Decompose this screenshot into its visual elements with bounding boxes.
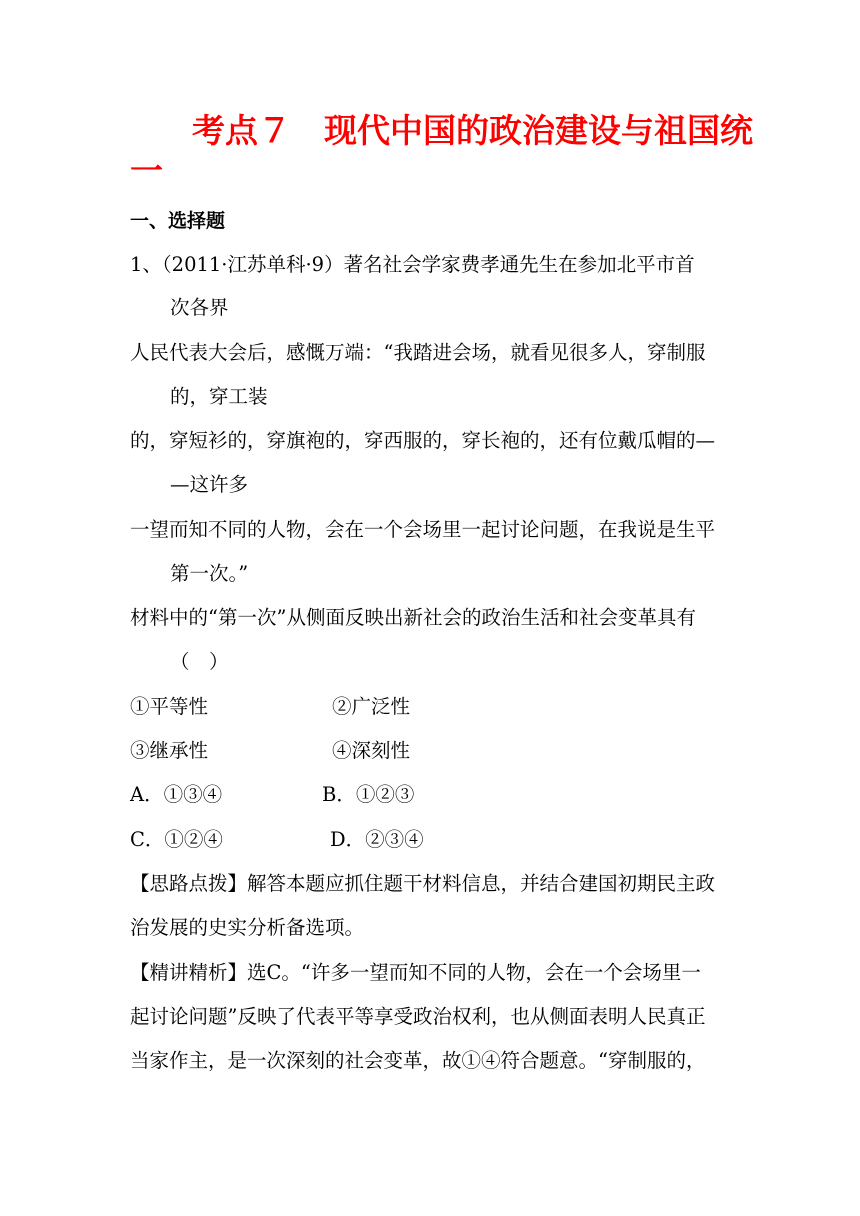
question-line: 一望而知不同的人物，会在一个会场里一起讨论问题，在我说是生平	[130, 518, 716, 541]
question-line: 人民代表大会后，感慨万端：“我踏进会场，就看见很多人，穿制服	[130, 341, 706, 364]
answer-blank: （ ）	[170, 650, 229, 673]
statement-3: ③继承性	[130, 739, 209, 762]
question-line: 的，穿短衫的，穿旗袍的，穿西服的，穿长袍的，还有位戴瓜帽的—	[130, 429, 716, 452]
explanation-line: 当家作主，是一次深刻的社会变革，故①④符合题意。“穿制服的，	[130, 1049, 706, 1072]
question-line: 第一次。”	[170, 562, 249, 585]
explanation-line: 【精讲精析】选C。“许多一望而知不同的人物，会在一个会场里一	[130, 961, 701, 984]
option-b: B．①②③	[322, 783, 415, 806]
analysis-line: 【思路点拨】解答本题应抓住题干材料信息，并结合建国初期民主政	[130, 872, 716, 895]
explanation-line: 起讨论问题”反映了代表平等享受政治权利，也从侧面表明人民真正	[130, 1005, 706, 1028]
option-d: D．②③④	[330, 828, 424, 851]
section-heading: 一、选择题	[130, 210, 226, 232]
statement-2: ②广泛性	[332, 695, 411, 718]
option-c: C．①②④	[130, 828, 223, 851]
question-line: 材料中的“第一次”从侧面反映出新社会的政治生活和社会变革具有	[130, 606, 696, 629]
question-line: 次各界	[170, 296, 229, 319]
option-a: A．①③④	[130, 783, 223, 806]
question-line: 1、（2011·江苏单科·9）著名社会学家费孝通先生在参加北平市首	[130, 253, 695, 276]
question-line: —这许多	[170, 473, 249, 496]
question-line: 的，穿工装	[170, 385, 268, 408]
title-line-2: 一	[130, 151, 163, 190]
statement-1: ①平等性	[130, 695, 209, 718]
analysis-line: 治发展的史实分析备选项。	[130, 916, 365, 939]
title-line-1: 考点７ 现代中国的政治建设与祖国统	[192, 111, 753, 150]
statement-4: ④深刻性	[332, 739, 411, 762]
